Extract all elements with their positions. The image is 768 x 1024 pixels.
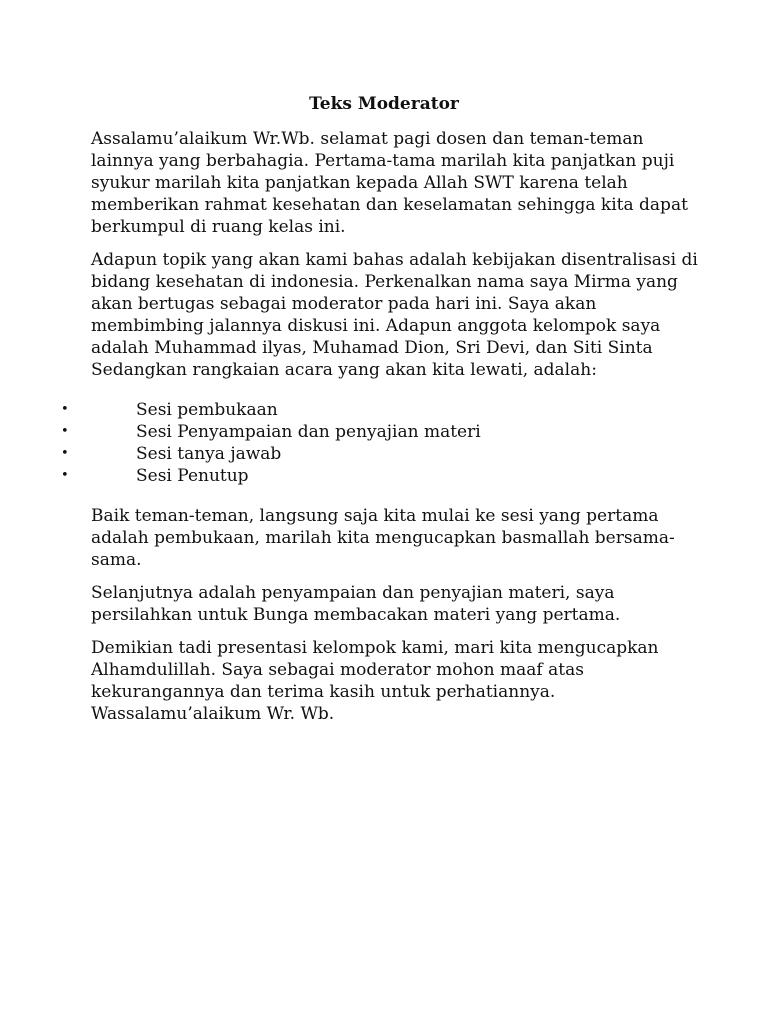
agenda-item [61, 399, 691, 421]
agenda-item-label: Sesi Penutup [136, 466, 249, 486]
text-line: Sedangkan rangkaian acara yang akan kita lewati, adalah: [91, 360, 597, 380]
text-line: memberikan rahmat kesehatan dan keselamatan sehingga kita dapat [91, 195, 688, 215]
paragraph-introduction [91, 249, 698, 381]
text-line: Baik teman-teman, langsung saja kita mulai ke sesi yang pertama [91, 506, 659, 526]
text-line: adalah pembukaan, marilah kita mengucapkan basmallah bersama- [91, 528, 675, 548]
text-line: sama. [91, 550, 142, 570]
paragraph-closing [91, 637, 691, 725]
bullet-icon: • [61, 402, 69, 417]
paragraph-material [91, 582, 691, 626]
text-line: lainnya yang berbahagia. Pertama-tama marilah kita panjatkan puji [91, 151, 675, 171]
agenda-item [61, 443, 691, 465]
text-line: Wassalamu’alaikum Wr. Wb. [91, 704, 335, 724]
text-line: adalah Muhammad ilyas, Muhamad Dion, Sri Devi, dan Siti Sinta [91, 338, 653, 358]
text-line: kekurangannya dan terima kasih untuk perhatiannya. [91, 682, 556, 702]
bullet-icon: • [61, 424, 69, 439]
text-line: akan bertugas sebagai moderator pada hari ini. Saya akan [91, 294, 597, 314]
text-line: syukur marilah kita panjatkan kepada Allah SWT karena telah [91, 173, 628, 193]
document-body [61, 128, 698, 736]
agenda-item-label: Sesi tanya jawab [136, 444, 282, 464]
text-line: berkumpul di ruang kelas ini. [91, 217, 346, 237]
agenda-item-label: Sesi pembukaan [136, 400, 278, 420]
paragraph-opening [91, 505, 691, 571]
text-line: Demikian tadi presentasi kelompok kami, mari kita mengucapkan [91, 638, 659, 658]
paragraph-greeting [91, 128, 691, 238]
document-title: Teks Moderator [309, 94, 459, 114]
text-line: bidang kesehatan di indonesia. Perkenalkan nama saya Mirma yang [91, 272, 678, 292]
bullet-icon: • [61, 468, 69, 483]
text-line: Adapun topik yang akan kami bahas adalah kebijakan disentralisasi di [91, 250, 698, 270]
text-line: Selanjutnya adalah penyampaian dan penyajian materi, saya [91, 583, 615, 603]
text-line: persilahkan untuk Bunga membacakan materi yang pertama. [91, 605, 621, 625]
agenda-list [61, 399, 691, 487]
bullet-icon: • [61, 446, 69, 461]
agenda-item-label: Sesi Penyampaian dan penyajian materi [136, 422, 481, 442]
text-line: Assalamu’alaikum Wr.Wb. selamat pagi dosen dan teman-teman [91, 129, 644, 149]
text-line: Alhamdulillah. Saya sebagai moderator mohon maaf atas [91, 660, 584, 680]
agenda-item [61, 465, 691, 487]
text-line: membimbing jalannya diskusi ini. Adapun anggota kelompok saya [91, 316, 661, 336]
agenda-item [61, 421, 691, 443]
